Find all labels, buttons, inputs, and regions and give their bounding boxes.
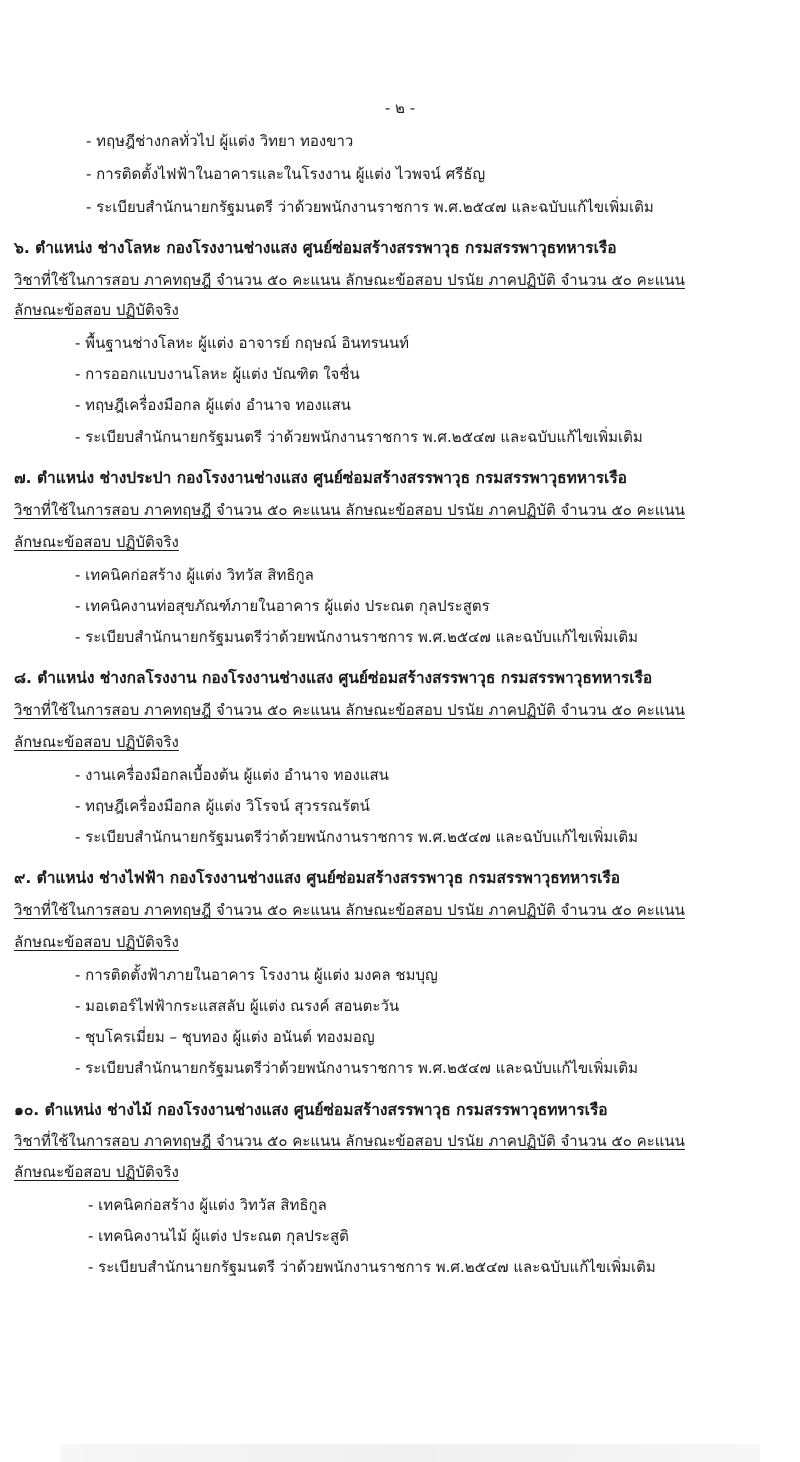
section6-subject-line1: วิชาที่ใช้ในการสอบ ภาคทฤษฎี จำนวน ๕๐ คะแนน ลักษณะข้อสอบ ปรนัย ภาคปฏิบัติ จำนวน ๕๐ คะแนน bbox=[14, 271, 685, 289]
section9-item-3: - ชุบโครเมี่ยม – ชุบทอง ผู้แต่ง อนันต์ ทองมอญ bbox=[75, 1028, 375, 1046]
section5-item-3: - ระเบียบสำนักนายกรัฐมนตรี ว่าด้วยพนักงานราชการ พ.ศ.๒๕๔๗ และฉบับแก้ไขเพิ่มเติม bbox=[86, 198, 654, 216]
section8-item-1: - งานเครื่องมือกลเบื้องต้น ผู้แต่ง อำนาจ ทองแสน bbox=[75, 766, 389, 784]
section7-subject-line1: วิชาที่ใช้ในการสอบ ภาคทฤษฎี จำนวน ๕๐ คะแนน ลักษณะข้อสอบ ปรนัย ภาคปฏิบัติ จำนวน ๕๐ คะแนน bbox=[14, 501, 685, 519]
section6-item-3: - ทฤษฎีเครื่องมือกล ผู้แต่ง อำนาจ ทองแสน bbox=[75, 396, 351, 414]
section9-heading: ๙. ตำแหน่ง ช่างไฟฟ้า กองโรงงานช่างแสง ศูนย์ซ่อมสร้างสรรพาวุธ กรมสรรพาวุธทหารเรือ bbox=[14, 869, 621, 887]
section5-item-1: - ทฤษฎีช่างกลทั่วไป ผู้แต่ง วิทยา ทองขาว bbox=[86, 132, 354, 150]
section7-heading: ๗. ตำแหน่ง ช่างประปา กองโรงงานช่างแสง ศูนย์ซ่อมสร้างสรรพาวุธ กรมสรรพาวุธทหารเรือ bbox=[14, 469, 627, 487]
section7-subject-line2: ลักษณะข้อสอบ ปฏิบัติจริง bbox=[14, 533, 179, 551]
section8-item-3: - ระเบียบสำนักนายกรัฐมนตรีว่าด้วยพนักงานราชการ พ.ศ.๒๕๔๗ และฉบับแก้ไขเพิ่มเติม bbox=[75, 828, 638, 846]
section10-subject-line1: วิชาที่ใช้ในการสอบ ภาคทฤษฎี จำนวน ๕๐ คะแนน ลักษณะข้อสอบ ปรนัย ภาคปฏิบัติ จำนวน ๕๐ คะแนน bbox=[14, 1132, 685, 1150]
section8-subject-line2: ลักษณะข้อสอบ ปฏิบัติจริง bbox=[14, 733, 179, 751]
section6-item-2: - การออกแบบงานโลหะ ผู้แต่ง บัณฑิต ใจชื่น bbox=[75, 365, 360, 383]
scan-edge bbox=[60, 1444, 760, 1462]
section10-item-3: - ระเบียบสำนักนายกรัฐมนตรี ว่าด้วยพนักงานราชการ พ.ศ.๒๕๔๗ และฉบับแก้ไขเพิ่มเติม bbox=[88, 1258, 656, 1276]
section8-subject-line1: วิชาที่ใช้ในการสอบ ภาคทฤษฎี จำนวน ๕๐ คะแนน ลักษณะข้อสอบ ปรนัย ภาคปฏิบัติ จำนวน ๕๐ คะแนน bbox=[14, 701, 685, 719]
section10-item-1: - เทคนิคก่อสร้าง ผู้แต่ง วิทวัส สิทธิกูล bbox=[88, 1196, 327, 1214]
section6-subject-line2: ลักษณะข้อสอบ ปฏิบัติจริง bbox=[14, 301, 179, 319]
section9-item-2: - มอเตอร์ไฟฟ้ากระแสสลับ ผู้แต่ง ณรงค์ สอนตะวัน bbox=[75, 997, 400, 1015]
section10-heading: ๑๐. ตำแหน่ง ช่างไม้ กองโรงงานช่างแสง ศูนย์ซ่อมสร้างสรรพาวุธ กรมสรรพาวุธทหารเรือ bbox=[14, 1101, 608, 1119]
section10-item-2: - เทคนิคงานไม้ ผู้แต่ง ประณต กุลประสูติ bbox=[88, 1227, 349, 1245]
section6-heading: ๖. ตำแหน่ง ช่างโลหะ กองโรงงานช่างแสง ศูนย์ซ่อมสร้างสรรพาวุธ กรมสรรพาวุธทหารเรือ bbox=[14, 239, 617, 257]
section9-item-1: - การติดตั้งฟ้าภายในอาคาร โรงงาน ผู้แต่ง มงคล ชมบุญ bbox=[75, 966, 438, 984]
section10-subject-line2: ลักษณะข้อสอบ ปฏิบัติจริง bbox=[14, 1163, 179, 1181]
section8-heading: ๘. ตำแหน่ง ช่างกลโรงงาน กองโรงงานช่างแสง ศูนย์ซ่อมสร้างสรรพาวุธ กรมสรรพาวุธทหารเรือ bbox=[14, 669, 653, 687]
section7-item-1: - เทคนิคก่อสร้าง ผู้แต่ง วิทวัส สิทธิกูล bbox=[75, 566, 314, 584]
section8-item-2: - ทฤษฎีเครื่องมือกล ผู้แต่ง วิโรจน์ สุวรรณรัตน์ bbox=[75, 797, 370, 815]
section6-item-1: - พื้นฐานช่างโลหะ ผู้แต่ง อาจารย์ กฤษณ์ อินทรนนท์ bbox=[75, 334, 410, 352]
section6-item-4: - ระเบียบสำนักนายกรัฐมนตรี ว่าด้วยพนักงานราชการ พ.ศ.๒๕๔๗ และฉบับแก้ไขเพิ่มเติม bbox=[75, 428, 643, 446]
page-number: - ๒ - bbox=[384, 99, 416, 117]
section9-item-4: - ระเบียบสำนักนายกรัฐมนตรีว่าด้วยพนักงานราชการ พ.ศ.๒๕๔๗ และฉบับแก้ไขเพิ่มเติม bbox=[75, 1059, 638, 1077]
section7-item-2: - เทคนิคงานท่อสุขภัณฑ์ภายในอาคาร ผู้แต่ง ประณต กุลประสูตร bbox=[75, 597, 490, 615]
section7-item-3: - ระเบียบสำนักนายกรัฐมนตรีว่าด้วยพนักงานราชการ พ.ศ.๒๕๔๗ และฉบับแก้ไขเพิ่มเติม bbox=[75, 628, 638, 646]
section9-subject-line1: วิชาที่ใช้ในการสอบ ภาคทฤษฎี จำนวน ๕๐ คะแนน ลักษณะข้อสอบ ปรนัย ภาคปฏิบัติ จำนวน ๕๐ คะแนน bbox=[14, 901, 685, 919]
section5-item-2: - การติดตั้งไฟฟ้าในอาคารและในโรงงาน ผู้แต่ง ไวพจน์ ศรีธัญ bbox=[86, 165, 486, 183]
section9-subject-line2: ลักษณะข้อสอบ ปฏิบัติจริง bbox=[14, 933, 179, 951]
